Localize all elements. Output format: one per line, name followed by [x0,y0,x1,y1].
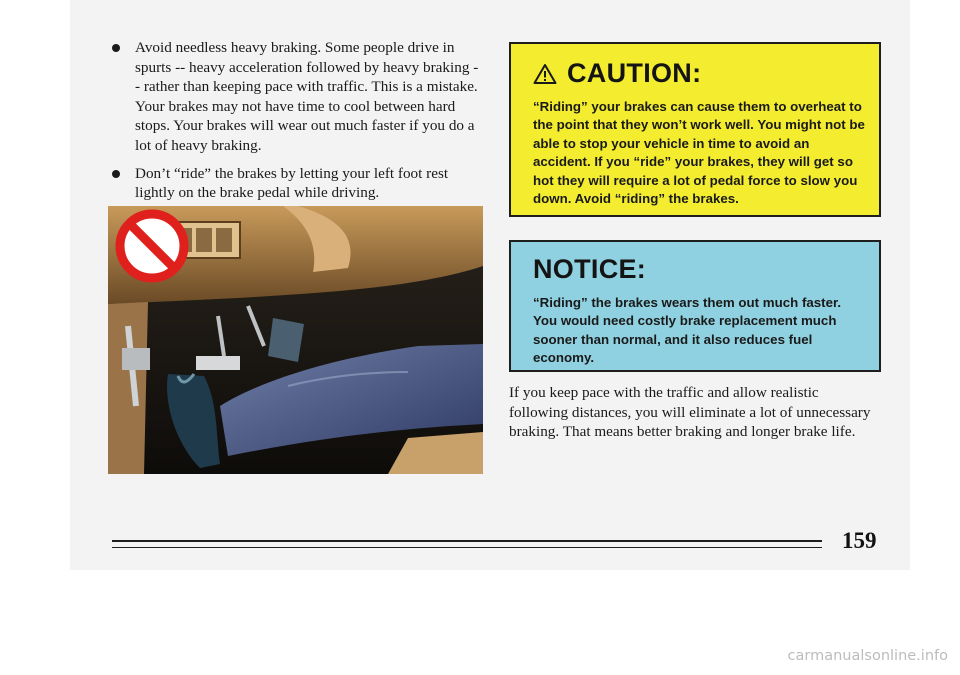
caution-header [533,58,701,89]
photo-illustration [108,206,483,474]
warning-triangle-icon [533,63,557,85]
footer-divider [112,540,822,542]
caution-box [509,42,881,217]
bullet-icon [112,170,120,178]
list-item [112,164,482,203]
closing-paragraph: If you keep pace with the traffic and allow realistic following distances, you will eliminate a lot of unnecessary braking. That means better braking and longer brake life. [509,384,871,441]
list-item [112,38,482,156]
notice-title: NOTICE: [533,254,647,284]
page-number: 159 [842,528,877,553]
footer-divider-thin [112,547,822,548]
notice-box [509,240,881,372]
bullet-text: Avoid needless heavy braking. Some people drive in spurts -- heavy acceleration followed by heavy braking -- rather than keeping pace with traffic. This is a mistake. Your brakes may not have time to cool between hard stops. Your brakes will wear out much faster if you do a lot of heavy braking. [135,39,479,154]
caution-title: CAUTION: [567,58,702,88]
notice-text: “Riding” the brakes wears them out much faster. You would need costly brake replacement much sooner than normal, and it also reduces fuel economy. [533,295,842,366]
caution-text: “Riding” your brakes can cause them to overheat to the point that they won’t work well. You might not be able to stop your vehicle in time to avoid an accident. If you “ride” your brakes, they will get so hot they will require a lot of pedal force to slow you down. Avoid “riding” the brakes. [533,99,865,207]
bullet-text: Don’t “ride” the brakes by letting your left foot rest lightly on the brake pedal while driving. [135,164,449,202]
foot-on-brake-pedal-photo [108,206,483,474]
braking-tips-list [112,38,482,211]
site-watermark: carmanualsonline.info [787,648,948,664]
notice-header [533,254,646,285]
bullet-icon [112,44,120,52]
prohibition-icon [120,214,184,278]
